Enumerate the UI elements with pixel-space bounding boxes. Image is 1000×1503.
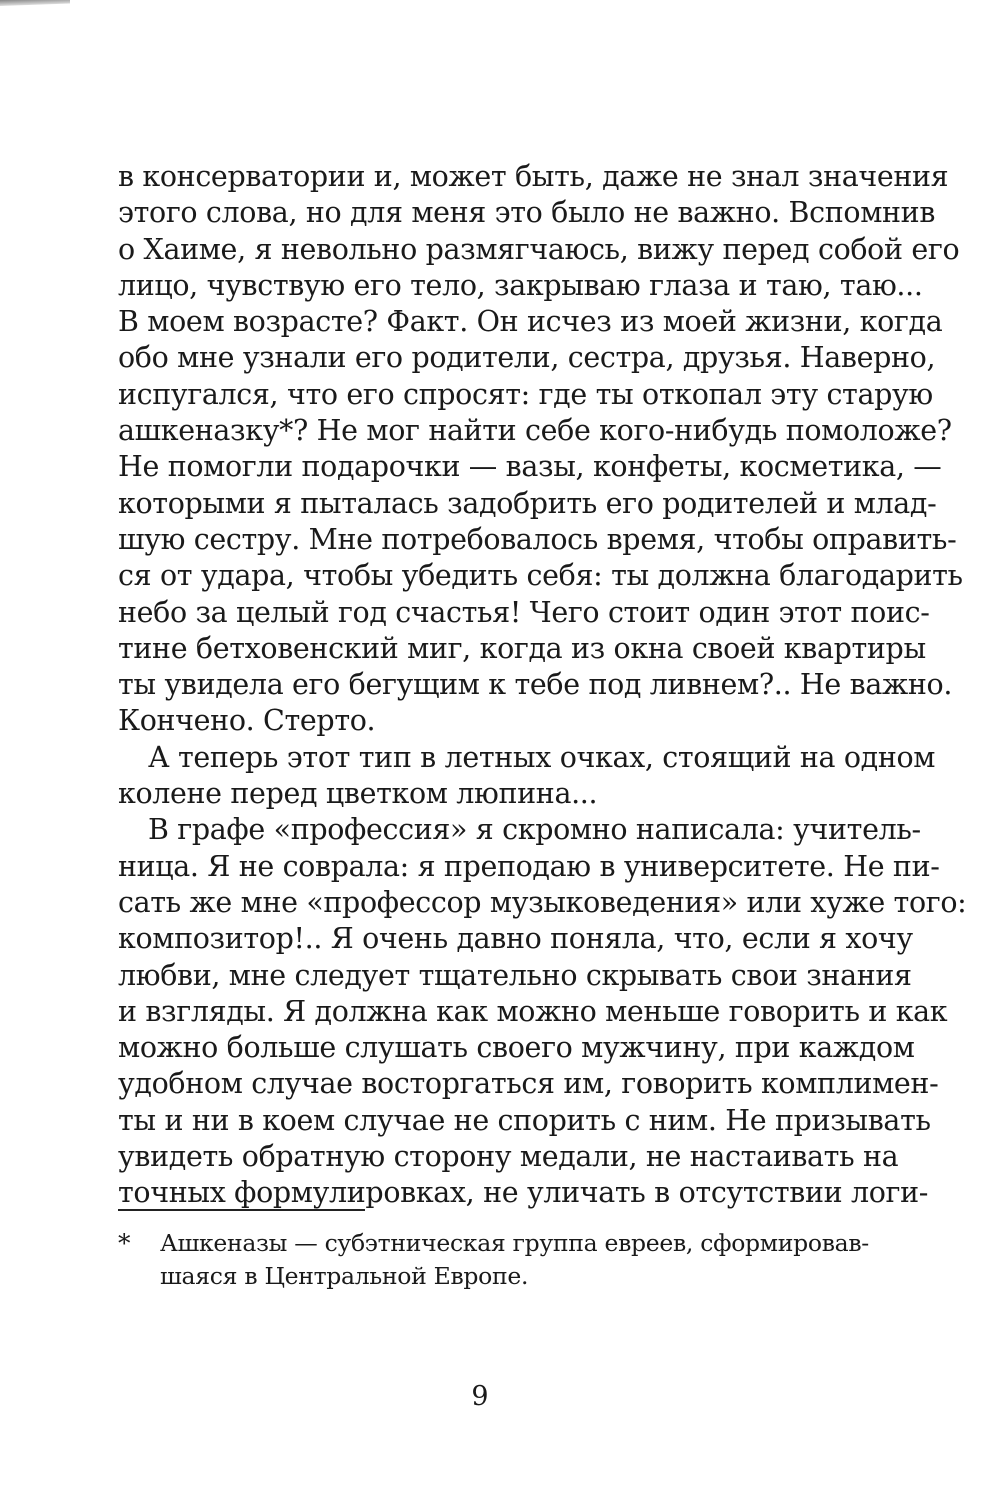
text-line: В графе «профессия» я скромно написала: учитель- xyxy=(148,813,921,847)
text-line: Не помогли подарочки — вазы, конфеты, косметика, — xyxy=(118,450,942,484)
text-line: лицо, чувствую его тело, закрываю глаза и таю, таю... xyxy=(118,268,923,302)
text-line: можно больше слушать своего мужчину, при каждом xyxy=(118,1031,915,1065)
footnote-marker: * xyxy=(118,1229,131,1258)
text-line: увидеть обратную сторону медали, не настаивать на xyxy=(118,1140,899,1174)
text-line: о Хаиме, я невольно размягчаюсь, вижу перед собой его xyxy=(118,232,960,266)
footnote-line: шаяся в Центральной Европе. xyxy=(160,1262,529,1290)
scan-corner-mark xyxy=(0,0,70,6)
text-line: этого слова, но для меня это было не важно. Вспомнив xyxy=(118,196,936,230)
text-line: ашкеназку*? Не мог найти себе кого-нибудь помоложе? xyxy=(118,414,952,448)
text-line: удобном случае восторгаться им, говорить комплимен- xyxy=(118,1067,939,1101)
text-line: колене перед цветком люпина... xyxy=(118,777,598,811)
text-line: которыми я пыталась задобрить его родителей и млад- xyxy=(118,486,937,520)
text-line: обо мне узнали его родители, сестра, друзья. Наверно, xyxy=(118,341,936,375)
text-line: и взгляды. Я должна как можно меньше говорить и как xyxy=(118,994,948,1028)
text-line: Кончено. Стерто. xyxy=(118,704,376,738)
text-line: небо за целый год счастья! Чего стоит один этот поис- xyxy=(118,595,930,629)
text-line: В моем возрасте? Факт. Он исчез из моей жизни, когда xyxy=(118,305,943,339)
text-line: тине бетховенский миг, когда из окна своей квартиры xyxy=(118,631,926,665)
text-line: точных формулировках, не уличать в отсутствии логи- xyxy=(118,1176,929,1210)
page-number: 9 xyxy=(471,1381,489,1412)
footnote-line: Ашкеназы — субэтническая группа евреев, сформировав- xyxy=(160,1229,869,1257)
text-line: испугался, что его спросят: где ты откопал эту старую xyxy=(118,377,933,411)
text-line: А теперь этот тип в летных очках, стоящий на одном xyxy=(148,740,936,774)
text-line: ница. Я не соврала: я преподаю в университете. Не пи- xyxy=(118,849,940,883)
text-line: в консерватории и, может быть, даже не знал значения xyxy=(118,160,949,193)
text-line: ся от удара, чтобы убедить себя: ты должна благодарить xyxy=(118,559,963,593)
text-line: шую сестру. Мне потребовалось время, чтобы оправить- xyxy=(118,522,957,556)
footnote-divider xyxy=(118,1209,365,1211)
text-line: сать же мне «профессор музыковедения» или хуже того: xyxy=(118,885,967,919)
text-line: любви, мне следует тщательно скрывать свои знания xyxy=(118,958,912,992)
main-text-block xyxy=(118,159,967,1212)
footnote-text xyxy=(160,1227,869,1293)
text-line: композитор!.. Я очень давно поняла, что, если я хочу xyxy=(118,922,913,956)
text-line: ты увидела его бегущим к тебе под ливнем?.. Не важно. xyxy=(118,668,953,702)
text-line: ты и ни в коем случае не спорить с ним. Не призывать xyxy=(118,1103,931,1137)
